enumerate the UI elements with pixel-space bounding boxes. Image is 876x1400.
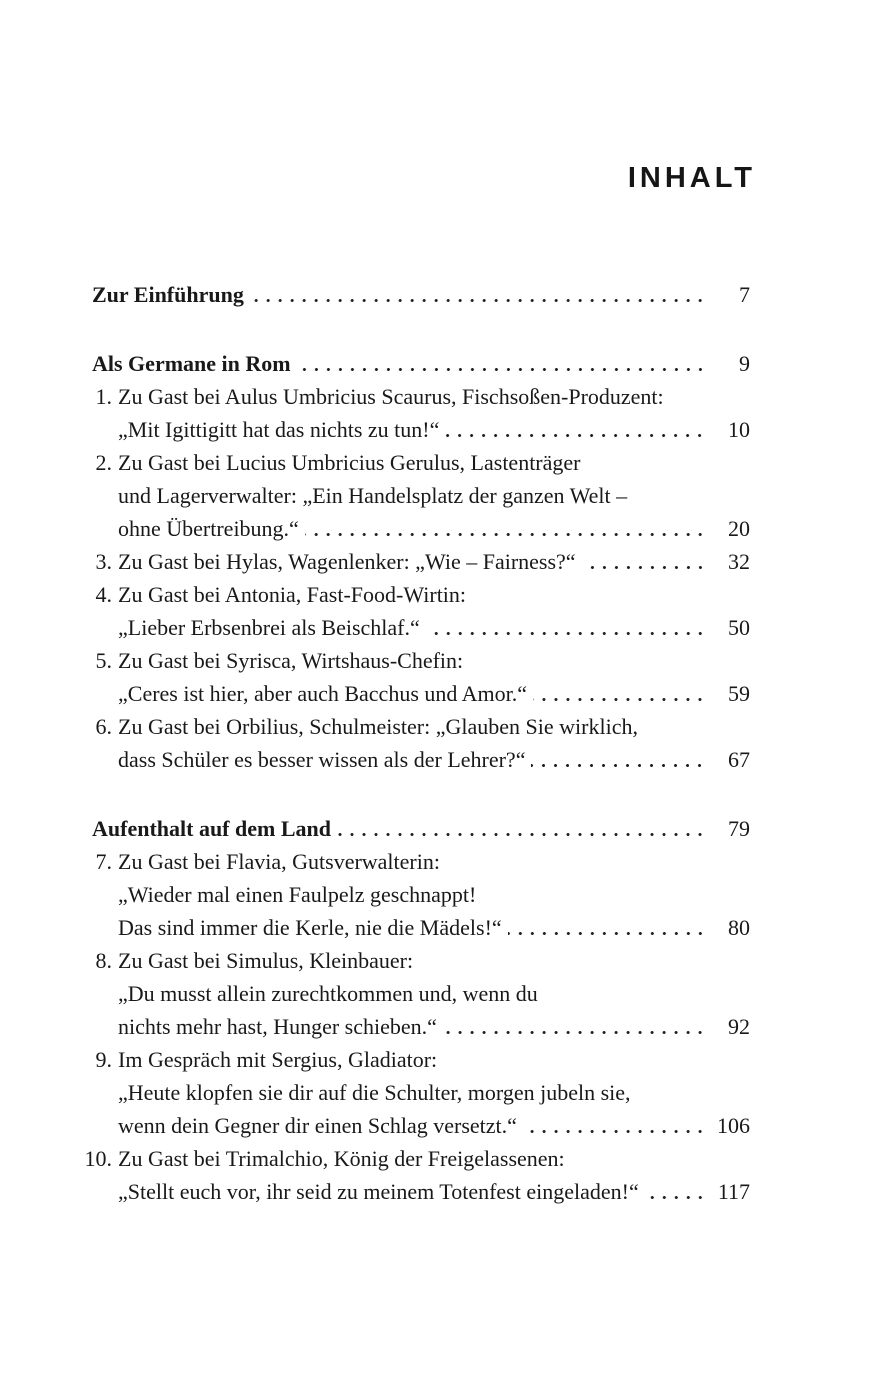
- toc-item-entry: [92, 1043, 750, 1142]
- entry-text: Das sind immer die Kerle, nie die Mädels!“: [118, 915, 502, 940]
- entry-text: Zu Gast bei Antonia, Fast-Food-Wirtin:: [118, 582, 467, 607]
- entry-line: [118, 878, 750, 911]
- dot-leader: [250, 299, 706, 302]
- entry-number: 7.: [95, 849, 112, 874]
- dot-leader: [533, 698, 706, 701]
- entry-line: [118, 1010, 750, 1043]
- toc-item-entry: [92, 446, 750, 545]
- entry-lines: [118, 545, 750, 578]
- entry-line: [118, 944, 750, 977]
- page-number: 7: [739, 282, 750, 307]
- entry-lines: [92, 812, 750, 845]
- toc-section-entry: [92, 278, 750, 311]
- entry-line: [118, 977, 750, 1010]
- entry-text: ohne Übertreibung.“: [118, 516, 299, 541]
- dot-leader: [297, 368, 706, 371]
- dot-leader: [582, 566, 706, 569]
- entry-lines: [118, 1142, 750, 1208]
- page-number: 92: [728, 1014, 750, 1039]
- entry-text: und Lagerverwalter: „Ein Handelsplatz der ganzen Welt –: [118, 483, 628, 508]
- entry-text: Zu Gast bei Orbilius, Schulmeister: „Glauben Sie wirklich,: [118, 714, 638, 739]
- entry-line: [118, 446, 750, 479]
- entry-number: 2.: [95, 450, 112, 475]
- page-number: 80: [728, 915, 750, 940]
- entry-text: „Lieber Erbsenbrei als Beischlaf.“: [118, 615, 420, 640]
- entry-line: [118, 578, 750, 611]
- entry-text: Zu Gast bei Flavia, Gutsverwalterin:: [118, 849, 440, 874]
- entry-number: 6.: [95, 714, 112, 739]
- entry-text: Zu Gast bei Lucius Umbricius Gerulus, Lastenträger: [118, 450, 581, 475]
- page-title: INHALT: [627, 162, 756, 194]
- page-number: 67: [728, 747, 750, 772]
- entry-text: wenn dein Gegner dir einen Schlag versetzt.“: [118, 1113, 517, 1138]
- dot-leader: [523, 1130, 706, 1133]
- entry-line: [118, 1175, 750, 1208]
- entry-text: Zu Gast bei Trimalchio, König der Freigelassenen:: [118, 1146, 565, 1171]
- entry-text: Im Gespräch mit Sergius, Gladiator:: [118, 1047, 438, 1072]
- page-number: 9: [739, 351, 750, 376]
- toc-section-entry: [92, 347, 750, 380]
- page-number: 106: [717, 1113, 750, 1138]
- entry-lines: [118, 380, 750, 446]
- dot-leader: [305, 533, 706, 536]
- entry-text: „Du musst allein zurechtkommen und, wenn du: [118, 981, 538, 1006]
- toc-item-entry: [84, 1142, 750, 1208]
- toc-list: [84, 278, 750, 1208]
- entry-text: „Stellt euch vor, ihr seid zu meinem Totenfest eingeladen!“: [118, 1179, 639, 1204]
- entry-text: Aufenthalt auf dem Land: [92, 816, 331, 841]
- toc-item-entry: [92, 545, 750, 578]
- toc-item-entry: [92, 578, 750, 644]
- entry-number: 3.: [95, 549, 112, 574]
- toc-item-entry: [92, 380, 750, 446]
- entry-line: [118, 845, 750, 878]
- entry-line: [118, 743, 750, 776]
- toc-item-entry: [92, 710, 750, 776]
- entry-line: [118, 911, 750, 944]
- dot-leader: [645, 1196, 706, 1199]
- entry-text: Zu Gast bei Syrisca, Wirtshaus-Chefin:: [118, 648, 464, 673]
- entry-line: [118, 380, 750, 413]
- entry-text: Zu Gast bei Simulus, Kleinbauer:: [118, 948, 414, 973]
- toc-item-entry: [92, 845, 750, 944]
- entry-text: dass Schüler es besser wissen als der Lehrer?“: [118, 747, 526, 772]
- entry-lines: [118, 446, 750, 545]
- entry-lines: [118, 845, 750, 944]
- entry-line: [92, 347, 750, 380]
- entry-text: nichts mehr hast, Hunger schieben.“: [118, 1014, 437, 1039]
- entry-text: Als Germane in Rom: [92, 351, 291, 376]
- page-number: 117: [717, 1179, 750, 1204]
- dot-leader: [508, 932, 706, 935]
- entry-line: [118, 677, 750, 710]
- entry-text: Zu Gast bei Hylas, Wagenlenker: „Wie – Fairness?“: [118, 549, 576, 574]
- toc-item-entry: [92, 944, 750, 1043]
- dot-leader: [445, 434, 706, 437]
- entry-line: [118, 611, 750, 644]
- entry-lines: [92, 278, 750, 311]
- entry-line: [118, 512, 750, 545]
- entry-line: [118, 1076, 750, 1109]
- entry-line: [118, 1043, 750, 1076]
- entry-number: 4.: [95, 582, 112, 607]
- page-number: 20: [728, 516, 750, 541]
- dot-leader: [337, 833, 706, 836]
- entry-lines: [118, 644, 750, 710]
- entry-line: [92, 278, 750, 311]
- dot-leader: [531, 764, 706, 767]
- entry-line: [118, 479, 750, 512]
- page-number: 50: [728, 615, 750, 640]
- entry-line: [118, 644, 750, 677]
- toc-section-entry: [92, 812, 750, 845]
- entry-text: Zu Gast bei Aulus Umbricius Scaurus, Fischsoßen-Produzent:: [118, 384, 664, 409]
- toc-item-entry: [92, 644, 750, 710]
- entry-text: Zur Einführung: [92, 282, 244, 307]
- page-number: 59: [728, 681, 750, 706]
- entry-text: „Ceres ist hier, aber auch Bacchus und Amor.“: [118, 681, 528, 706]
- entry-number: 1.: [95, 384, 112, 409]
- entry-text: „Heute klopfen sie dir auf die Schulter, morgen jubeln sie,: [118, 1080, 631, 1105]
- entry-lines: [118, 1043, 750, 1142]
- dot-leader: [426, 632, 706, 635]
- entry-line: [118, 1142, 750, 1175]
- entry-number: 10.: [84, 1146, 112, 1171]
- entry-number: 5.: [95, 648, 112, 673]
- entry-line: [118, 413, 750, 446]
- page-number: 10: [728, 417, 750, 442]
- dot-leader: [443, 1031, 706, 1034]
- entry-lines: [118, 578, 750, 644]
- entry-line: [118, 1109, 750, 1142]
- entry-line: [118, 710, 750, 743]
- entry-line: [92, 812, 750, 845]
- page-number: 79: [728, 816, 750, 841]
- entry-line: [118, 545, 750, 578]
- entry-number: 8.: [95, 948, 112, 973]
- page-number: 32: [728, 549, 750, 574]
- entry-lines: [118, 944, 750, 1043]
- entry-lines: [92, 347, 750, 380]
- entry-lines: [118, 710, 750, 776]
- entry-text: „Mit Igittigitt hat das nichts zu tun!“: [118, 417, 440, 442]
- entry-text: „Wieder mal einen Faulpelz geschnappt!: [118, 882, 477, 907]
- entry-number: 9.: [95, 1047, 112, 1072]
